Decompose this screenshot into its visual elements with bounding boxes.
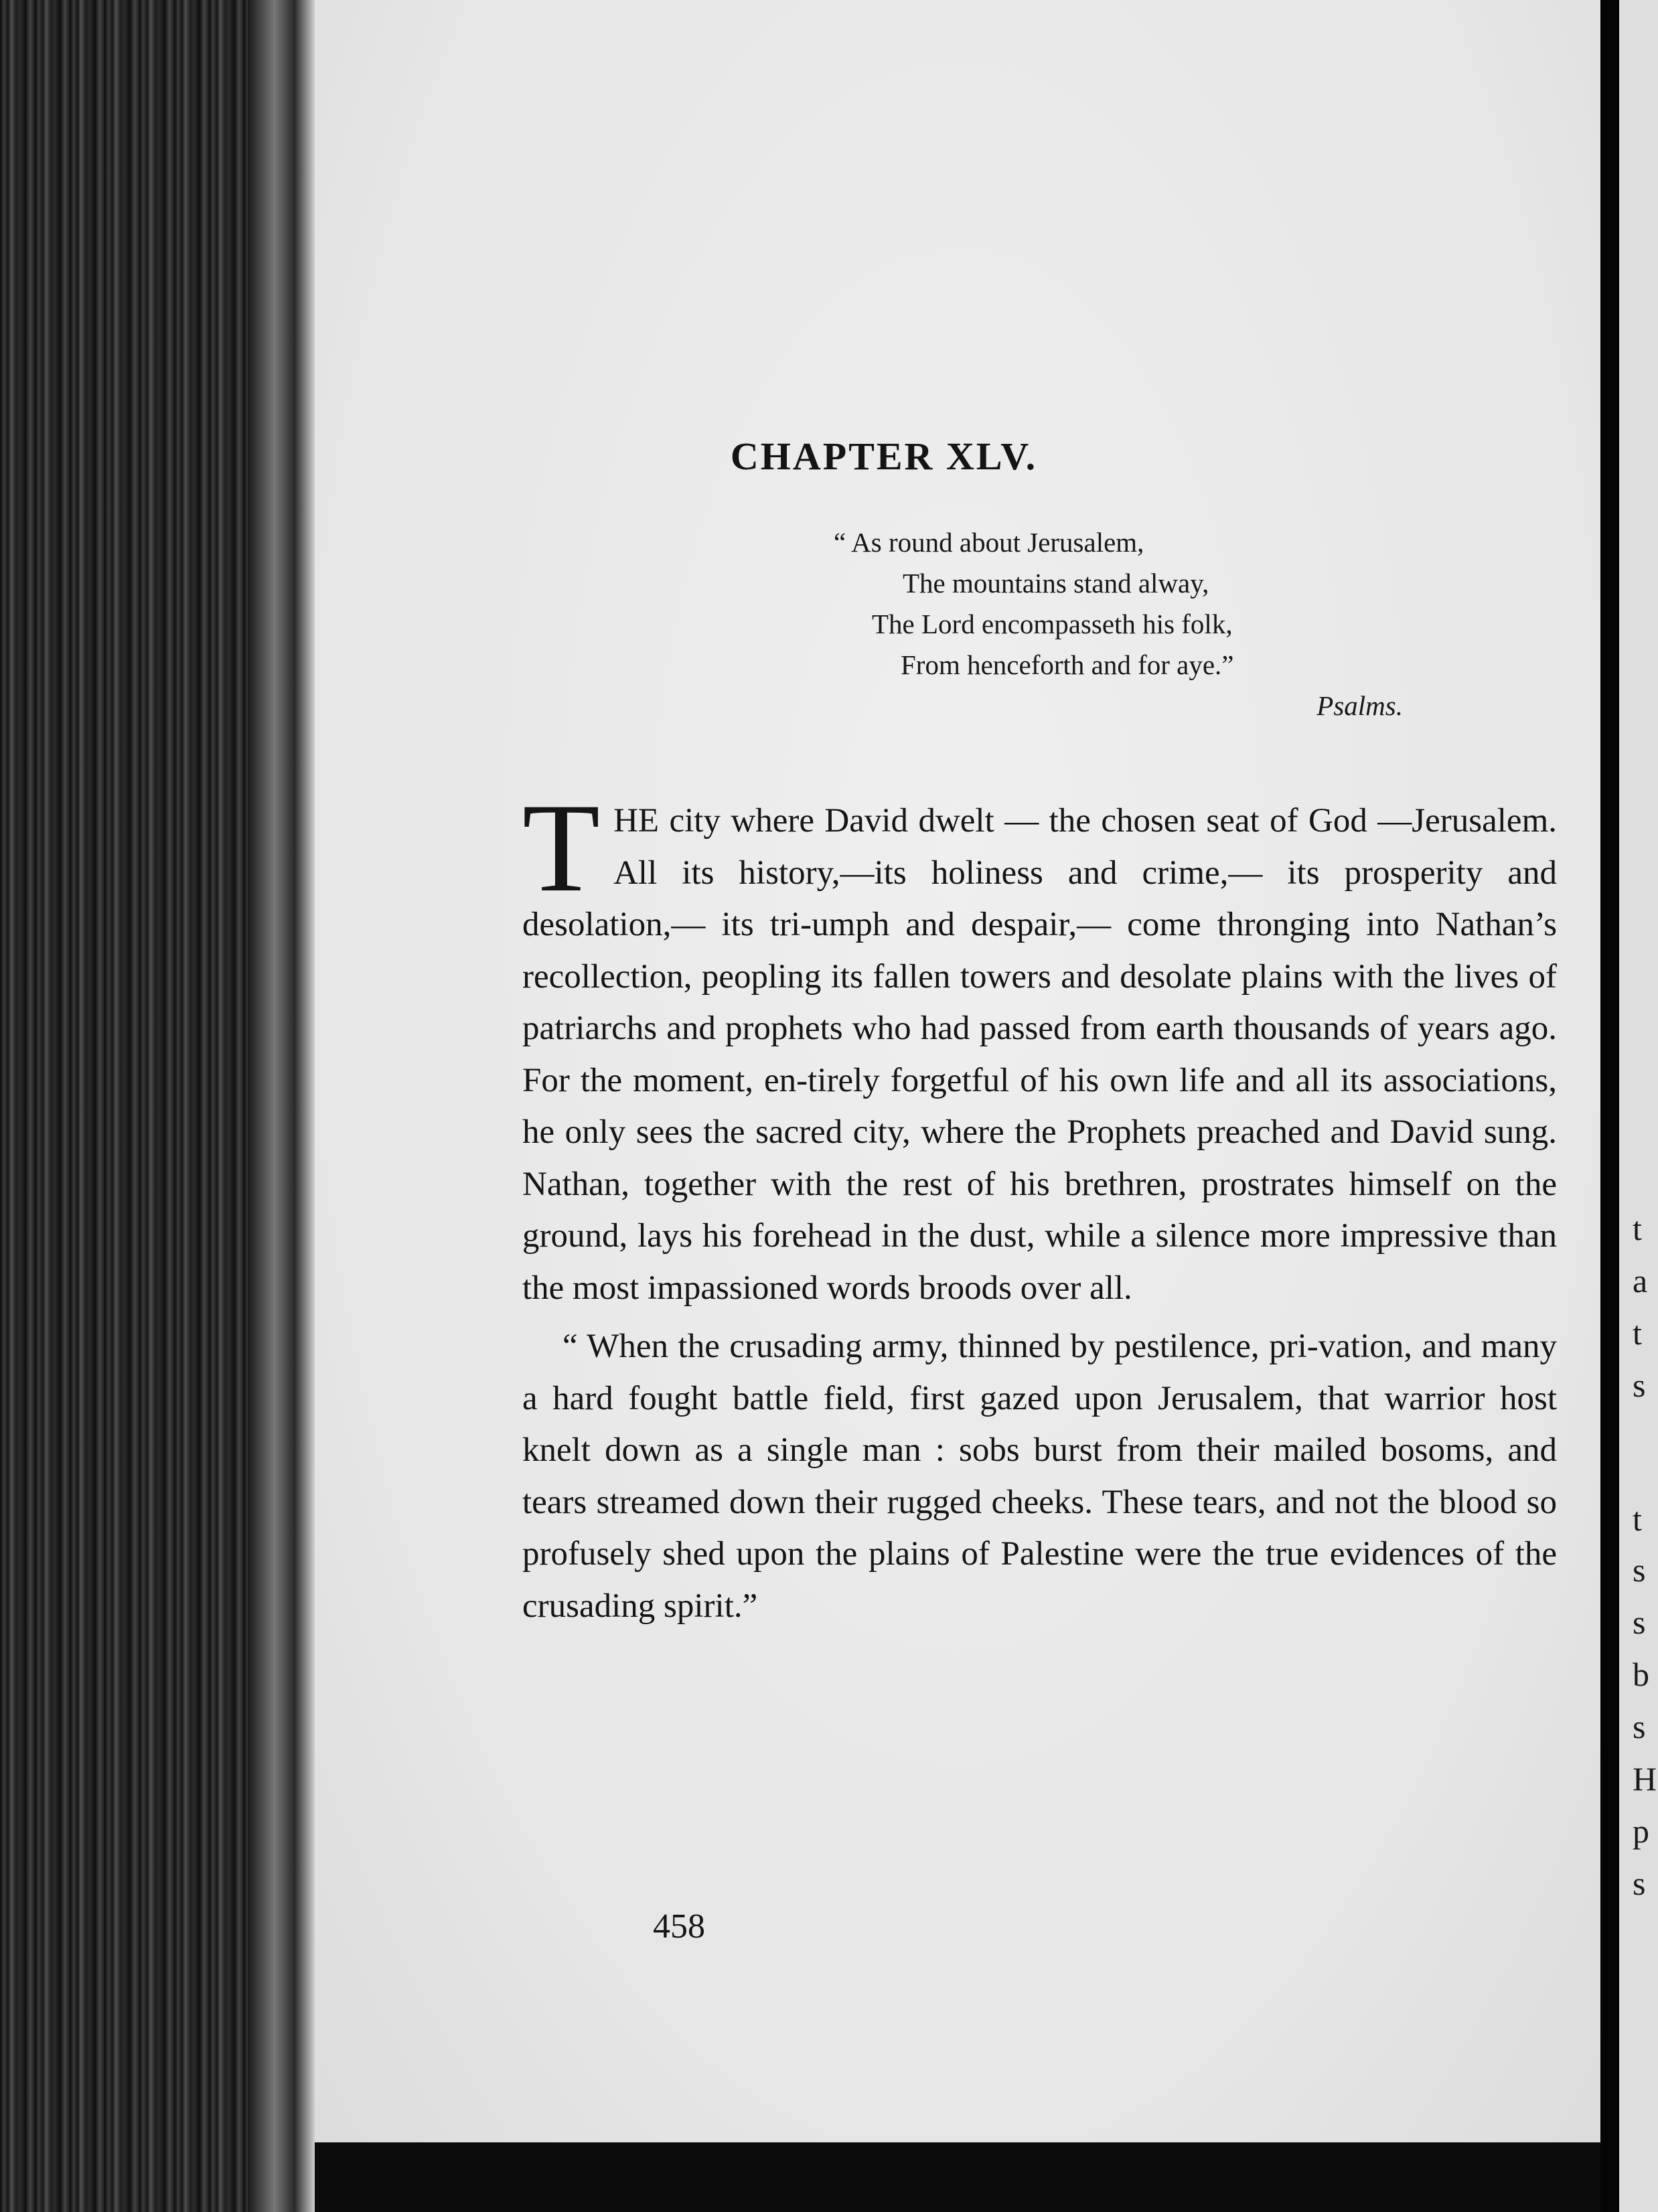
facing-page-text xyxy=(1633,0,1658,2212)
epigraph-line: The Lord encompasseth his folk, xyxy=(872,609,1233,639)
page-number: 458 xyxy=(653,1907,705,1946)
epigraph-line: From henceforth and for aye.” xyxy=(901,649,1234,680)
facing-fragment: H xyxy=(1633,1760,1657,1798)
chapter-body xyxy=(522,778,1557,1632)
paragraph xyxy=(522,778,1557,1314)
epigraph-attribution: Psalms. xyxy=(1316,690,1403,721)
facing-fragment: t xyxy=(1633,1314,1642,1352)
facing-fragment: s xyxy=(1633,1603,1646,1641)
epigraph xyxy=(834,522,1403,726)
epigraph-line: “ As round about Jerusalem, xyxy=(834,527,1144,558)
facing-fragment: s xyxy=(1633,1366,1646,1404)
page-edges xyxy=(248,0,315,2212)
paragraph: “ When the crusading army, thinned by pestilence, pri-vation, and many a hard fought battle field, first gazed upon Jerusalem, that warrior host knelt down as a single man : sobs burst from their mailed bosoms, and tears streamed down their rugged cheeks. These tears, and not the blood so profusely shed upon the plains of Palestine were the true evidences of the crusading spirit.” xyxy=(522,1328,1557,1625)
paragraph-text: HE city where David dwelt — the chosen seat of God —Jerusalem. All its history,—its holiness and crime,— its prosperity and desolation,— its tri-umph and despair,— come thronging into Nathan’s recollection, peopling its fallen towers and desolate plains with the lives of patriarchs and prophets who had passed from earth thousands of years ago. For the moment, en-tirely forgetful of his own life and all its associations, he only sees the sacred city, where the Prophets preached and David sung. Nathan, together with the rest of his brethren, prostrates himself on the ground, lays his forehead in the dust, while a silence more impressive than the most impassioned words broods over all. xyxy=(522,802,1557,1307)
epigraph-line: The mountains stand alway, xyxy=(903,568,1209,599)
facing-fragment: t xyxy=(1633,1500,1642,1538)
page-gutter xyxy=(1600,0,1619,2212)
facing-fragment: s xyxy=(1633,1865,1646,1902)
facing-fragment: a xyxy=(1633,1262,1648,1299)
page-bottom-shadow xyxy=(315,2142,1600,2212)
facing-fragment: b xyxy=(1633,1656,1649,1693)
chapter-title: CHAPTER XLV. xyxy=(730,434,1038,478)
facing-fragment: t xyxy=(1633,1210,1642,1247)
facing-fragment: p xyxy=(1633,1812,1649,1850)
facing-fragment: s xyxy=(1633,1551,1646,1589)
facing-fragment: s xyxy=(1633,1708,1646,1745)
drop-cap: T xyxy=(522,778,601,919)
